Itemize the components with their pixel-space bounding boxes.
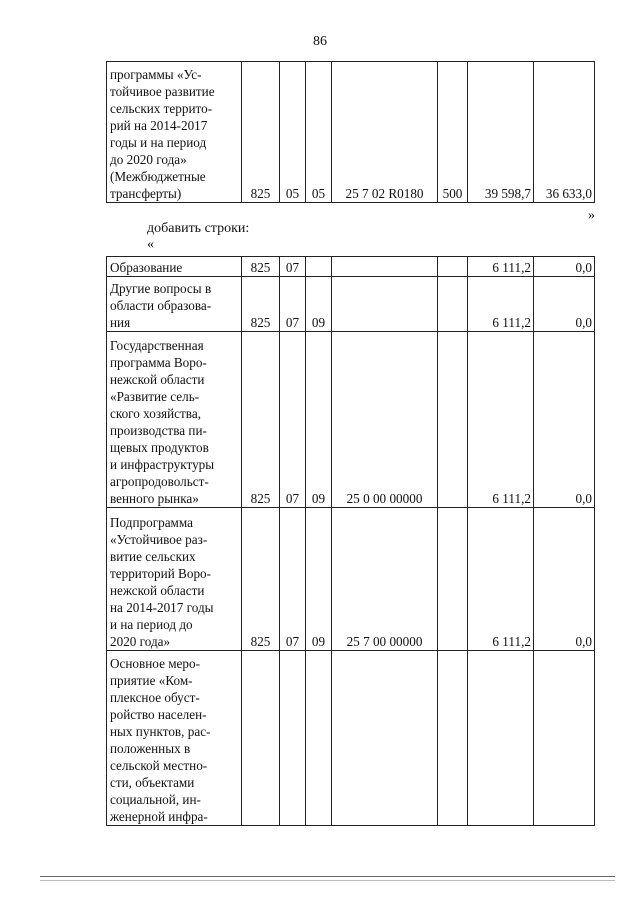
cell-grbs: 825 <box>242 332 280 508</box>
cell-sum2: 36 633,0 <box>534 62 595 203</box>
cell-pr: 09 <box>306 508 332 651</box>
cell-rz <box>280 651 306 826</box>
cell-grbs: 825 <box>242 62 280 203</box>
cell-sum1: 6 111,2 <box>468 332 534 508</box>
cell-vr <box>438 257 468 277</box>
budget-table-top <box>106 61 595 203</box>
cell-grbs: 825 <box>242 257 280 277</box>
cell-rz: 05 <box>280 62 306 203</box>
opening-quote: « <box>147 237 154 252</box>
row-name: Подпрограмма «Устойчивое раз- витие сельских территорий Воро- нежской области на 2014-2017 годы и на период до 2020 года» <box>107 508 242 651</box>
cell-sum2 <box>534 651 595 826</box>
row-name: программы «Ус- тойчивое развитие сельских террито- рий на 2014-2017 годы и на период до 2020 года» (Межбюджетные трансферты) <box>107 62 242 203</box>
cell-csr: 25 7 02 R0180 <box>332 62 438 203</box>
cell-pr <box>306 257 332 277</box>
cell-pr: 05 <box>306 62 332 203</box>
table-row <box>107 277 595 332</box>
cell-vr: 500 <box>438 62 468 203</box>
cell-grbs: 825 <box>242 277 280 332</box>
row-name: Другие вопросы в области образова- ния <box>107 277 242 332</box>
cell-sum1: 6 111,2 <box>468 277 534 332</box>
cell-vr <box>438 508 468 651</box>
cell-grbs: 825 <box>242 508 280 651</box>
footer-divider <box>40 876 615 877</box>
cell-rz: 07 <box>280 257 306 277</box>
cell-sum1: 39 598,7 <box>468 62 534 203</box>
row-name: Образование <box>107 257 242 277</box>
cell-rz: 07 <box>280 277 306 332</box>
cell-csr: 25 7 00 00000 <box>332 508 438 651</box>
cell-pr: 09 <box>306 332 332 508</box>
cell-vr <box>438 651 468 826</box>
cell-csr <box>332 277 438 332</box>
cell-sum1: 6 111,2 <box>468 508 534 651</box>
table-row <box>107 508 595 651</box>
cell-csr: 25 0 00 00000 <box>332 332 438 508</box>
page-number: 86 <box>313 34 327 49</box>
table-row <box>107 257 595 277</box>
cell-grbs <box>242 651 280 826</box>
cell-csr <box>332 651 438 826</box>
row-name: Основное меро- приятие «Ком- плексное обуст- ройство населен- ных пунктов, рас- положенных в сельской местно- сти, объектами социальной, ин- женерной инфра- <box>107 651 242 826</box>
table-row <box>107 651 595 826</box>
cell-vr <box>438 277 468 332</box>
cell-pr: 09 <box>306 277 332 332</box>
closing-quote: » <box>588 208 595 223</box>
cell-rz: 07 <box>280 508 306 651</box>
cell-sum2: 0,0 <box>534 332 595 508</box>
cell-sum2: 0,0 <box>534 277 595 332</box>
cell-sum1 <box>468 651 534 826</box>
footer-divider <box>40 880 615 881</box>
cell-csr <box>332 257 438 277</box>
budget-table-new <box>106 256 595 826</box>
cell-vr <box>438 332 468 508</box>
cell-rz: 07 <box>280 332 306 508</box>
cell-sum2: 0,0 <box>534 508 595 651</box>
row-name: Государственная программа Воро- нежской области «Развитие сель- ского хозяйства, производства пи- щевых продуктов и инфраструктуры агропродовольст- венного рынка» <box>107 332 242 508</box>
table-row <box>107 62 595 203</box>
cell-pr <box>306 651 332 826</box>
table-row <box>107 332 595 508</box>
cell-sum2: 0,0 <box>534 257 595 277</box>
add-rows-text: добавить строки: <box>147 221 250 236</box>
cell-sum1: 6 111,2 <box>468 257 534 277</box>
